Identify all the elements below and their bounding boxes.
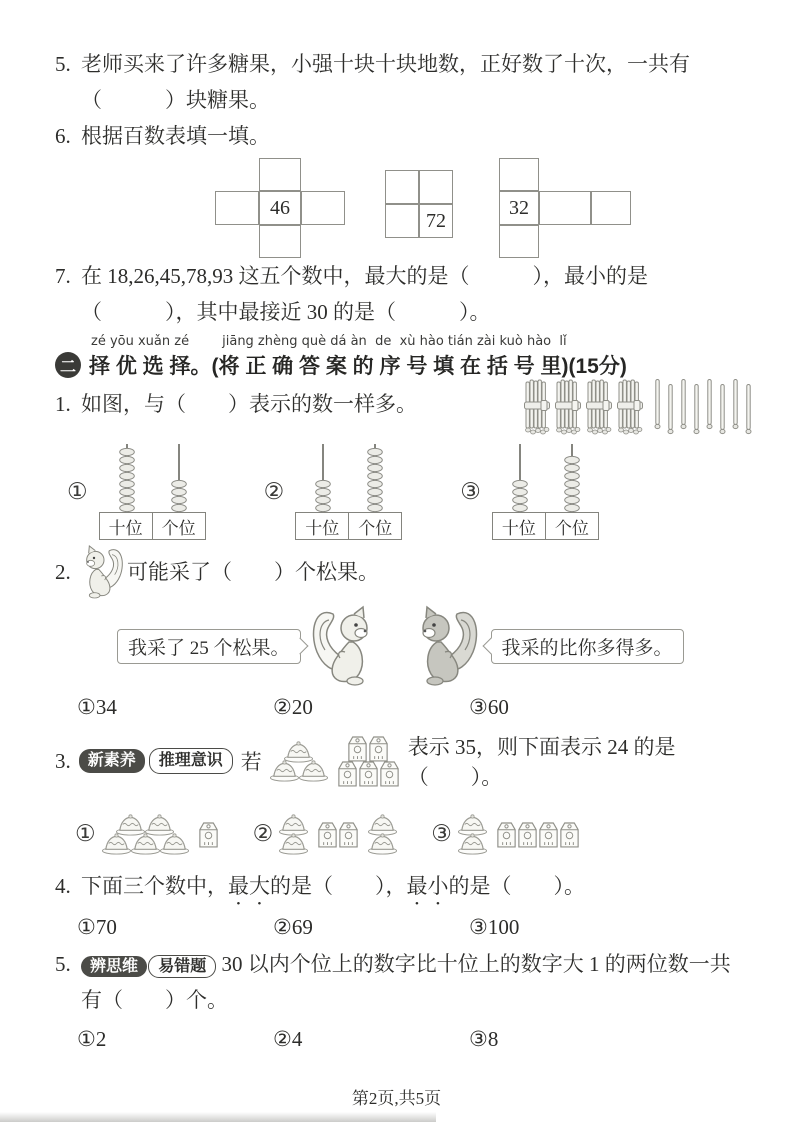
option-1: ①2 — [77, 1027, 107, 1051]
single-sticks — [653, 378, 753, 435]
grid-cell — [259, 158, 301, 191]
carton-group — [496, 822, 580, 847]
stick-bundles — [524, 378, 643, 436]
question-7-fill — [55, 258, 757, 330]
bead-icon — [119, 480, 135, 488]
grid-value: 46 — [259, 191, 301, 225]
carton-icon — [495, 820, 518, 849]
question-5-choice — [55, 946, 757, 1018]
carton-icon — [197, 820, 220, 849]
question-text-wrap — [55, 386, 417, 422]
carton-icon — [537, 820, 560, 849]
grid-cell — [385, 170, 419, 204]
abacus-options-row — [55, 444, 757, 540]
question-number: 7. — [55, 264, 71, 288]
grid-cell — [419, 170, 453, 204]
text-part: 的是（ ）， — [270, 874, 407, 898]
question-number: 4. — [55, 874, 71, 898]
abacus-rods — [297, 444, 401, 512]
bead-icon — [315, 504, 331, 512]
abacus-rod-ones — [153, 444, 205, 512]
question-text-after: 表示 35，则下面表示 24 的是（ ）。 — [407, 735, 676, 789]
speech-bubble-right: 我采的比你多得多。 — [491, 629, 684, 664]
question-number: 3. — [55, 748, 71, 773]
tens-label: 十位 — [492, 512, 546, 540]
q3-option-figure — [458, 815, 580, 853]
page-footer: 第2页,共5页 — [351, 1089, 442, 1108]
question-number: 1. — [55, 392, 71, 416]
option-1: ①34 — [77, 695, 117, 719]
q3-option-figure — [279, 815, 397, 853]
cake-icon — [269, 759, 300, 782]
option-label: ① — [75, 821, 96, 846]
question-4-choice — [55, 868, 757, 910]
ones-label: 个位 — [545, 512, 599, 540]
question-number: 5. — [55, 52, 71, 76]
bead-icon — [367, 504, 383, 512]
question-line-blank: （ ），其中最接近 30 的是（ ）。 — [81, 300, 491, 324]
question-line — [81, 946, 757, 982]
speech-bubble-left: 我采了 25 个松果。 — [117, 629, 301, 664]
carton-icon — [336, 759, 359, 788]
question-3-options — [55, 800, 757, 868]
option-label: ③ — [460, 479, 481, 504]
bead-icon — [512, 504, 528, 512]
question-line: 可能采了（ ）个松果。 — [127, 560, 379, 584]
bead-icon — [367, 480, 383, 488]
bead-icon — [512, 488, 528, 496]
carton-icon — [558, 820, 581, 849]
question-line: 在 18,26,45,78,93 这五个数中，最大的是（ ），最小的是 — [81, 264, 648, 288]
question-3-choice — [55, 724, 757, 798]
figure-row — [458, 834, 487, 853]
question-line: 如图，与（ ）表示的数一样多。 — [81, 392, 417, 416]
bead-icon — [315, 488, 331, 496]
abacus-rod-tens — [297, 444, 349, 512]
figure-row — [102, 834, 189, 853]
bead-icon — [171, 480, 187, 488]
section-title: 择 优 选 择。(将 正 确 答 案 的 序 号 填 在 括 号 里)(15分) — [89, 355, 627, 378]
stick-icon — [705, 378, 714, 435]
option-label: ② — [252, 821, 274, 846]
abacus-figure-3 — [460, 444, 599, 540]
section-number-badge: 二 — [55, 352, 81, 378]
option-3: ③100 — [469, 915, 520, 939]
bead-icon — [367, 472, 383, 480]
bead-icon — [512, 480, 528, 488]
text-part: 的是（ ）。 — [448, 874, 585, 898]
question-2-options — [55, 692, 757, 722]
section-2-header — [55, 334, 757, 380]
q3-premise-figure — [270, 736, 400, 786]
question-line-blank: 有（ ）个。 — [81, 988, 228, 1012]
squirrel-dialogue — [117, 602, 757, 690]
figure-row — [198, 822, 219, 847]
tens-label: 十位 — [295, 512, 349, 540]
grid-value: 72 — [419, 204, 453, 238]
bead-icon — [119, 496, 135, 504]
cake-icon — [298, 759, 329, 782]
option-1 — [75, 815, 219, 853]
question-line: 根据百数表填一填。 — [81, 124, 270, 148]
option-2: ②20 — [273, 695, 313, 719]
cake-icon — [367, 832, 398, 855]
bead-icon — [564, 496, 580, 504]
abacus-rods — [101, 444, 205, 512]
grid-cell — [215, 191, 259, 225]
place-value-labels — [100, 512, 206, 540]
carton-icon — [316, 820, 339, 849]
abacus-rod-ones — [349, 444, 401, 512]
bead-icon — [171, 496, 187, 504]
question-4-options — [55, 912, 757, 942]
page-content — [55, 46, 757, 1054]
badge-reasoning: 推理意识 — [149, 748, 233, 774]
bead-icon — [119, 488, 135, 496]
cake-icon — [159, 832, 190, 855]
question-1-choice — [55, 386, 757, 436]
badge-discriminate-thinking: 辨思维 — [81, 956, 147, 977]
abacus-rods — [494, 444, 598, 512]
bead-icon — [119, 464, 135, 472]
option-label: ③ — [431, 821, 452, 846]
question-number: 5. — [55, 952, 71, 976]
hundred-chart-figure-72 — [385, 170, 453, 238]
carton-icon — [516, 820, 539, 849]
bead-icon — [315, 496, 331, 504]
grid-cell — [385, 204, 419, 238]
cake-group — [458, 815, 487, 853]
stick-icon — [653, 378, 662, 435]
figure-row — [317, 822, 359, 847]
grid-cell — [539, 191, 591, 225]
bundle-icon — [524, 378, 550, 436]
bead-icon — [367, 464, 383, 472]
cake-icon — [457, 832, 488, 855]
grid-cell — [591, 191, 631, 225]
figure-row — [337, 761, 400, 786]
cake-group — [368, 815, 397, 853]
question-number: 6. — [55, 124, 71, 148]
abacus-rod-tens — [101, 444, 153, 512]
carton-icon — [378, 759, 401, 788]
option-2 — [253, 815, 398, 853]
cake-group — [279, 815, 308, 853]
bead-icon — [367, 496, 383, 504]
badge-new-literacy: 新素养 — [79, 749, 145, 773]
bead-icon — [119, 448, 135, 456]
carton-group — [317, 822, 359, 847]
bead-icon — [119, 456, 135, 464]
figure-row — [368, 834, 397, 853]
text-part: 30 以内个位上的数字比十位上的数字大 1 的两位数一共 — [221, 952, 731, 976]
question-5-options — [55, 1024, 757, 1054]
q3-option-figure — [102, 815, 219, 853]
hundred-chart-figure-32 — [499, 158, 631, 258]
option-label: ② — [263, 479, 285, 504]
section-pinyin: zé yōu xuǎn zé jiāng zhèng què dá àn de xù hào tián zài kuò hào lǐ — [91, 334, 567, 349]
bundle-icon — [586, 378, 612, 436]
sticks-figure — [524, 378, 753, 436]
abacus-figure-2 — [264, 444, 403, 540]
stick-icon — [666, 383, 675, 435]
question-5-fill — [55, 46, 757, 118]
option-2: ②4 — [273, 1027, 303, 1051]
hundred-chart-figures — [55, 158, 757, 258]
grid-cell — [499, 225, 539, 258]
stick-icon — [731, 378, 740, 435]
carton-icon — [357, 759, 380, 788]
badge-error-prone: 易错题 — [148, 955, 216, 978]
abacus-body — [493, 444, 599, 540]
abacus-figure-1 — [67, 444, 206, 540]
carton-group — [198, 822, 219, 847]
bead-icon — [564, 480, 580, 488]
figure-row — [279, 834, 308, 853]
ones-label: 个位 — [348, 512, 402, 540]
option-3: ③8 — [469, 1027, 499, 1051]
option-1: ①70 — [77, 915, 117, 939]
squirrel-light-icon — [309, 604, 373, 688]
bead-icon — [564, 456, 580, 464]
bead-icon — [367, 448, 383, 456]
bundle-icon — [555, 378, 581, 436]
stick-icon — [744, 383, 753, 435]
cake-group — [102, 815, 189, 853]
cake-icon — [278, 832, 309, 855]
carton-group — [337, 736, 400, 786]
hundred-chart-figure-46 — [215, 158, 345, 258]
squirrel-dark-icon — [417, 604, 481, 688]
emphasized-max: 最大 — [228, 874, 270, 898]
cake-icon — [130, 832, 161, 855]
figure-row — [347, 736, 389, 761]
stick-icon — [692, 383, 701, 435]
option-label: ① — [67, 479, 88, 504]
bead-icon — [367, 456, 383, 464]
grid-value: 32 — [499, 191, 539, 225]
question-line: 老师买来了许多糖果，小强十块十块地数，正好数了十次，一共有 — [81, 52, 690, 76]
tens-label: 十位 — [99, 512, 153, 540]
place-value-labels — [493, 512, 599, 540]
stick-icon — [679, 378, 688, 435]
abacus-body — [100, 444, 206, 540]
bead-icon — [564, 464, 580, 472]
question-text-before: 若 — [240, 750, 262, 774]
ones-label: 个位 — [152, 512, 206, 540]
bead-icon — [119, 472, 135, 480]
abacus-body — [296, 444, 402, 540]
section-title-row — [55, 350, 757, 380]
carton-icon — [337, 820, 360, 849]
bead-icon — [119, 504, 135, 512]
bead-icon — [512, 496, 528, 504]
bead-icon — [564, 488, 580, 496]
option-2: ②69 — [273, 915, 313, 939]
text-part: 下面三个数中， — [81, 874, 228, 898]
option-3: ③60 — [469, 695, 509, 719]
bead-icon — [315, 480, 331, 488]
cake-group — [270, 742, 328, 780]
option-3 — [431, 815, 580, 853]
grid-cell — [301, 191, 345, 225]
place-value-labels — [296, 512, 402, 540]
bead-icon — [367, 488, 383, 496]
question-2-choice — [55, 544, 757, 600]
grid-cell — [259, 225, 301, 258]
cake-icon — [101, 832, 132, 855]
question-number: 2. — [55, 560, 71, 584]
figure-row — [270, 761, 328, 780]
abacus-rod-ones — [546, 444, 598, 512]
question-line — [81, 868, 757, 910]
bead-icon — [564, 472, 580, 480]
stick-icon — [718, 383, 727, 435]
bead-icon — [171, 504, 187, 512]
emphasized-min: 最小 — [406, 874, 449, 898]
question-6-fill — [55, 118, 757, 154]
bead-icon — [171, 488, 187, 496]
question-line-blank: （ ）块糖果。 — [81, 88, 270, 112]
squirrel-icon — [81, 544, 127, 600]
abacus-rod-tens — [494, 444, 546, 512]
bundle-icon — [617, 378, 643, 436]
grid-cell — [499, 158, 539, 191]
figure-row — [496, 822, 580, 847]
bead-icon — [564, 504, 580, 512]
